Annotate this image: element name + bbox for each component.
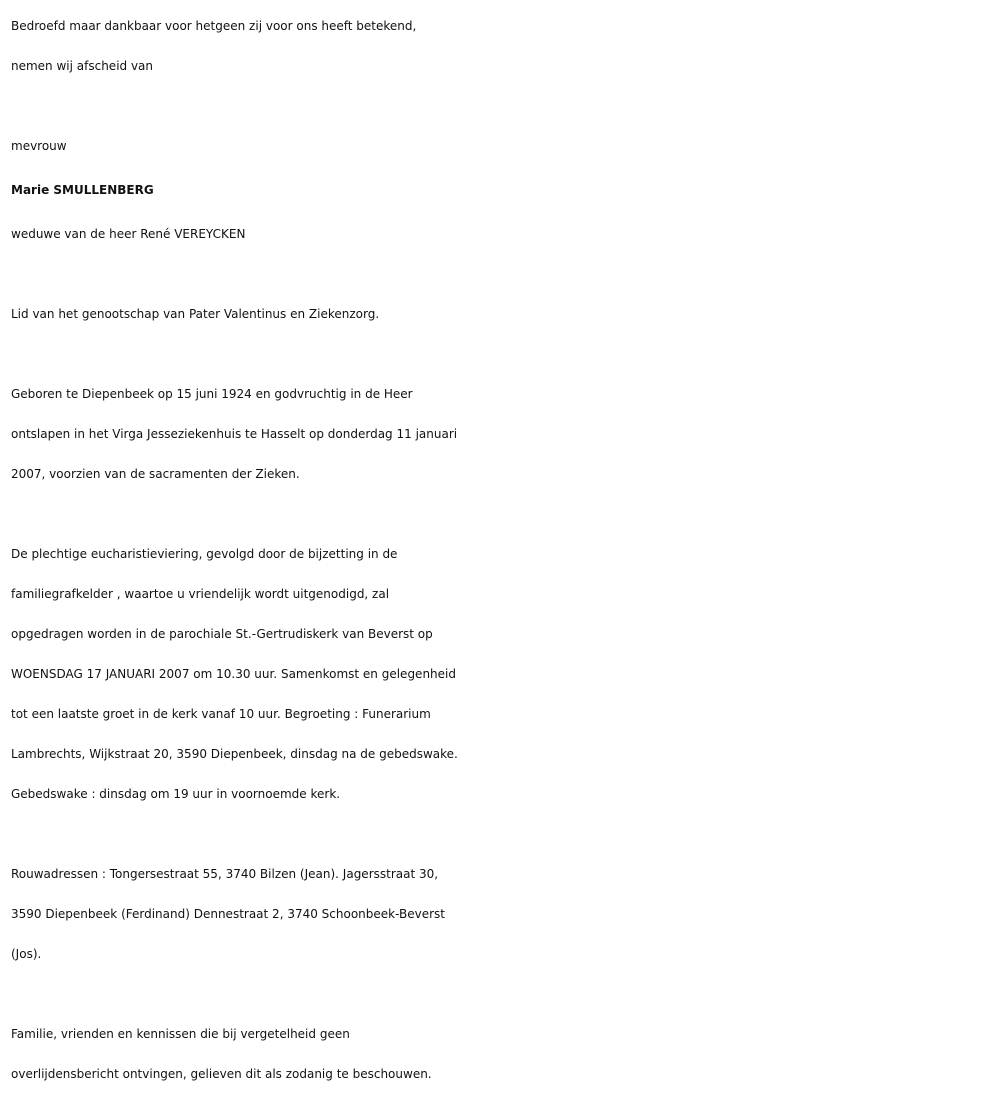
ceremony-line: familiegrafkelder , waartoe u vriendelijk wordt uitgenodigd, zal — [11, 587, 390, 601]
birth-death-line: Geboren te Diepenbeek op 15 juni 1924 en godvruchtig in de Heer — [11, 387, 413, 401]
address-line: 3590 Diepenbeek (Ferdinand) Dennestraat 2, 3740 Schoonbeek-Beverst — [11, 907, 446, 921]
spacer — [11, 974, 996, 1014]
deceased-name: Marie SMULLENBERG — [11, 183, 154, 197]
spacer — [11, 86, 996, 126]
honorific: mevrouw — [11, 139, 67, 153]
spouse-line: weduwe van de heer René VEREYCKEN — [11, 227, 246, 241]
spacer — [11, 254, 996, 294]
closing-line: Familie, vrienden en kennissen die bij vergetelheid geen — [11, 1027, 350, 1041]
ceremony-line: opgedragen worden in de parochiale St.-Gertrudiskerk van Beverst op — [11, 627, 433, 641]
ceremony-line: Gebedswake : dinsdag om 19 uur in voornoemde kerk. — [11, 787, 341, 801]
intro-paragraph — [11, 6, 996, 86]
closing-line: overlijdensbericht ontvingen, gelieven dit als zodanig te beschouwen. — [11, 1067, 432, 1081]
birth-death-paragraph — [11, 374, 996, 494]
ceremony-line: De plechtige eucharistieviering, gevolgd door de bijzetting in de — [11, 547, 398, 561]
obituary-notice — [11, 6, 996, 1094]
birth-death-line: 2007, voorzien van de sacramenten der Zieken. — [11, 467, 300, 481]
ceremony-line: WOENSDAG 17 JANUARI 2007 om 10.30 uur. Samenkomst en gelegenheid — [11, 667, 456, 681]
spacer — [11, 814, 996, 854]
spacer — [11, 494, 996, 534]
intro-line: Bedroefd maar dankbaar voor hetgeen zij voor ons heeft betekend, — [11, 19, 417, 33]
ceremony-line: tot een laatste groet in de kerk vanaf 10 uur. Begroeting : Funerarium — [11, 707, 431, 721]
spacer — [11, 334, 996, 374]
address-line: Rouwadressen : Tongersestraat 55, 3740 Bilzen (Jean). Jagersstraat 30, — [11, 867, 439, 881]
ceremony-paragraph — [11, 534, 996, 814]
membership-line: Lid van het genootschap van Pater Valentinus en Ziekenzorg. — [11, 307, 380, 321]
address-line: (Jos). — [11, 947, 42, 961]
closing-paragraph — [11, 1014, 996, 1094]
intro-line: nemen wij afscheid van — [11, 59, 154, 73]
ceremony-line: Lambrechts, Wijkstraat 20, 3590 Diepenbeek, dinsdag na de gebedswake. — [11, 747, 458, 761]
birth-death-line: ontslapen in het Virga Jesseziekenhuis te Hasselt op donderdag 11 januari — [11, 427, 458, 441]
address-paragraph — [11, 854, 996, 974]
